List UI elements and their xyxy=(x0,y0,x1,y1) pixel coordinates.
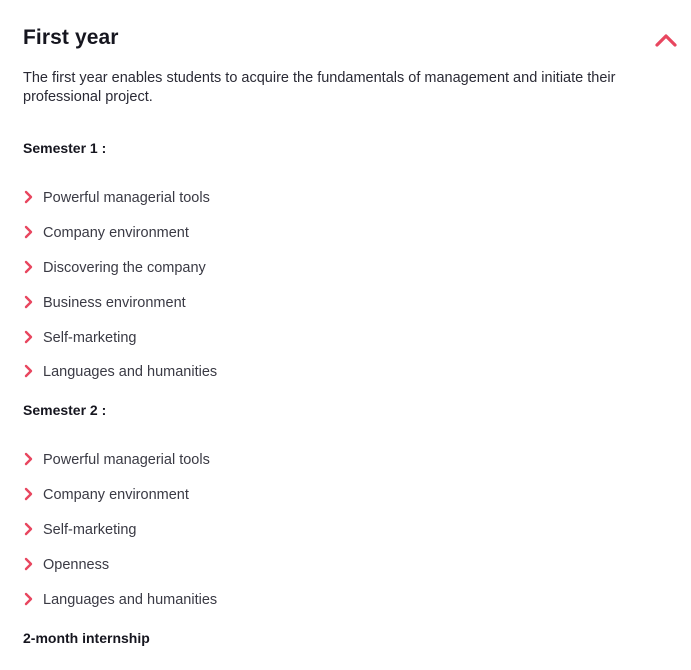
chevron-right-icon xyxy=(23,190,34,204)
course-label: Languages and humanities xyxy=(43,364,218,381)
course-label: Powerful managerial tools xyxy=(43,452,210,469)
list-item xyxy=(23,581,217,616)
course-label: Company environment xyxy=(43,487,189,504)
course-label: Languages and humanities xyxy=(43,591,218,608)
list-item xyxy=(23,319,217,354)
internship-heading: 2-month internship xyxy=(23,630,150,646)
list-item xyxy=(23,215,217,250)
course-label: Self-marketing xyxy=(43,521,137,538)
semester-1-course-list xyxy=(23,180,217,389)
chevron-right-icon xyxy=(23,557,34,571)
chevron-right-icon xyxy=(23,295,34,309)
semester-2-heading: Semester 2 : xyxy=(23,402,107,418)
chevron-right-icon xyxy=(23,522,34,536)
course-label: Discovering the company xyxy=(43,259,206,276)
list-item xyxy=(23,546,217,581)
course-label: Company environment xyxy=(43,225,189,242)
course-label: Business environment xyxy=(43,294,186,311)
course-label: Self-marketing xyxy=(43,329,137,346)
list-item xyxy=(23,512,217,547)
list-item xyxy=(23,477,217,512)
section-title: First year xyxy=(23,26,119,49)
chevron-right-icon xyxy=(23,452,34,466)
list-item xyxy=(23,180,217,215)
chevron-right-icon xyxy=(23,260,34,274)
course-label: Powerful managerial tools xyxy=(43,190,210,207)
chevron-right-icon xyxy=(23,330,34,344)
section-intro: The first year enables students to acquire the fundamentals of management and initiate their professional project. xyxy=(23,70,616,105)
chevron-right-icon xyxy=(23,487,34,501)
chevron-right-icon xyxy=(23,364,34,378)
chevron-right-icon xyxy=(23,592,34,606)
semester-1-heading: Semester 1 : xyxy=(23,140,107,156)
list-item xyxy=(23,250,217,285)
course-label: Openness xyxy=(43,556,110,573)
accordion-header[interactable] xyxy=(23,24,678,56)
chevron-right-icon xyxy=(23,225,34,239)
list-item xyxy=(23,442,217,477)
list-item xyxy=(23,284,217,319)
chevron-up-icon[interactable] xyxy=(654,30,678,50)
list-item xyxy=(23,354,217,389)
semester-2-course-list xyxy=(23,442,217,616)
